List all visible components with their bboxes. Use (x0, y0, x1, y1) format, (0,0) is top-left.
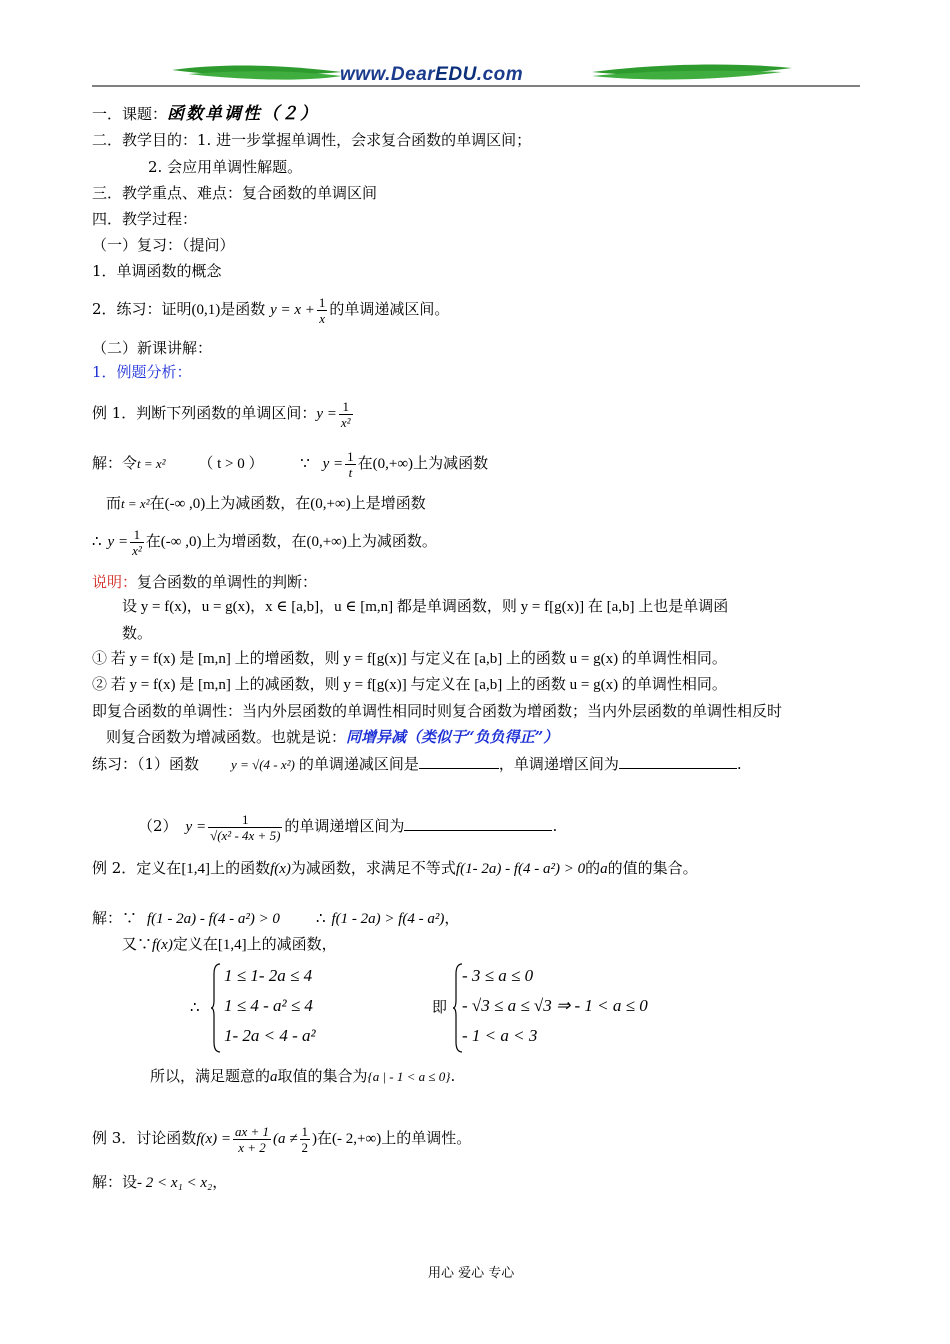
review-item-1: 1．单调函数的概念 (92, 262, 222, 280)
review-item-2: 2．练习：证明(0,1)是函数 y = x + $\frac{1}{x}$ 的单调递减区间。 (92, 294, 450, 326)
answer-blank[interactable] (419, 754, 499, 769)
inequality-system-2 (452, 962, 682, 1058)
note-body-1b: 数。 (122, 624, 153, 642)
review-heading: （一）复习：（提问） (92, 236, 235, 254)
solution-2-conclusion: 所以，满足题意的a取值的集合为{a | - 1 < a ≤ 0}. (150, 1067, 456, 1085)
header-banner (92, 58, 860, 92)
page-footer: 用心 爱心 专心 (428, 1266, 515, 1281)
example-1: 例 1．判断下列函数的单调区间：y = $\frac{1}{\text{x²}}$ (92, 398, 351, 430)
teaching-goal-2: 2. 会应用单调性解题。 (148, 158, 303, 176)
example-2: 例 2．定义在[1,4]上的函数f(x)为减函数，求满足不等式f(1- 2a) - f(4 - a²) > 0的a的值的集合。 (92, 859, 698, 877)
solution-2-line-2: 又∵f(x)定义在[1,4]上的减函数， (122, 935, 337, 953)
answer-blank[interactable] (404, 816, 552, 831)
left-brace (210, 962, 222, 1054)
system-1-row: 1 ≤ 1- 2a ≤ 4 (224, 966, 313, 985)
ji-label: 即 (432, 998, 448, 1016)
lesson-title-line: 一．课题：函数单调性（２） (92, 104, 320, 124)
system-1-row: 1- 2a < 4 - a² (224, 1026, 316, 1045)
example-analysis-heading: 1．例题分析： (92, 363, 192, 381)
example-3: 例 3．讨论函数f(x) = $\frac{ax + 1}{x + 2}$ (a ≠ $\frac{1}{2}$ )在(- 2,+∞)上的单调性。 (92, 1123, 472, 1155)
key-points-line: 三．教学重点、难点：复合函数的单调区间 (92, 184, 378, 202)
process-heading: 四．教学过程： (92, 210, 198, 228)
solution-3-line-1: 解：设- 2 < x₁ < x₂， (92, 1173, 228, 1191)
therefore-symbol: ∴ (190, 998, 200, 1016)
practice-1: 练习：（1）函数 y = √(4 - x²) 的单调递减区间是 ，单调递增区间为 . (92, 755, 742, 773)
solution-1-line-1: 解：令t = x² （ t > 0 ） ∵ y = $\frac{1}{t}$ 在(0,+∞)上为减函数 (92, 448, 489, 480)
note-summary-1: 即复合函数的单调性：当内外层函数的单调性相同时则复合函数为增函数；当内外层函数的单调性相反时 (92, 702, 783, 720)
note-rule-2: ② 若 y = f(x) 是 [m,n] 上的减函数，则 y = f[g(x)] 与定义在 [a,b] 上的函数 u = g(x) 的单调性相同。 (92, 677, 727, 693)
system-2-row: - √3 ≤ a ≤ √3 ⇒ - 1 < a ≤ 0 (462, 996, 648, 1015)
solution-2-line-1: 解：∵ f(1 - 2a) - f(4 - a²) > 0 ∴ f(1 - 2a) > f(4 - a²)， (92, 909, 460, 927)
lesson-title: 函数单调性（２） (167, 104, 320, 124)
header-site-logo: www.DearEDU.com (340, 64, 524, 85)
solution-1-conclusion: ∴ y = $\frac{1}{\text{x²}}$ 在(-∞ ,0)上为增函数，在(0,+∞)上为减函数。 (92, 526, 437, 558)
note-heading: 说明：复合函数的单调性的判断： (92, 573, 318, 591)
new-lesson-heading: （二）新课讲解： (92, 339, 213, 357)
rule-mnemonic: 同增异减（类似于“负负得正”） (346, 728, 559, 746)
practice-2: （2） y = $\frac{1}{\text{√(x² - 4x + 5)}}$ 的单调递增区间为 . (138, 811, 558, 843)
system-1-row: 1 ≤ 4 - a² ≤ 4 (224, 996, 313, 1015)
note-summary-2: 则复合函数为增减函数。也就是说：同增异减（类似于“负负得正”） (106, 728, 559, 746)
system-2-row: - 1 < a < 3 (462, 1026, 538, 1045)
teaching-goal-line: 二．教学目的：1. 进一步掌握单调性，会求复合函数的单调区间； (92, 131, 532, 149)
note-rule-1: ① 若 y = f(x) 是 [m,n] 上的增函数，则 y = f[g(x)] 与定义在 [a,b] 上的函数 u = g(x) 的单调性相同。 (92, 651, 727, 667)
solution-1-line-2: 而t = x²在(-∞ ,0)上为减函数，在(0,+∞)上是增函数 (106, 494, 426, 512)
system-2-row: - 3 ≤ a ≤ 0 (462, 966, 534, 985)
inequality-system-1 (210, 962, 370, 1058)
answer-blank[interactable] (619, 754, 737, 769)
note-body-1: 设 y = f(x)，u = g(x)，x ∈ [a,b]，u ∈ [m,n] 都是单调函数，则 y = f[g(x)] 在 [a,b] 上也是单调函 (122, 599, 729, 615)
